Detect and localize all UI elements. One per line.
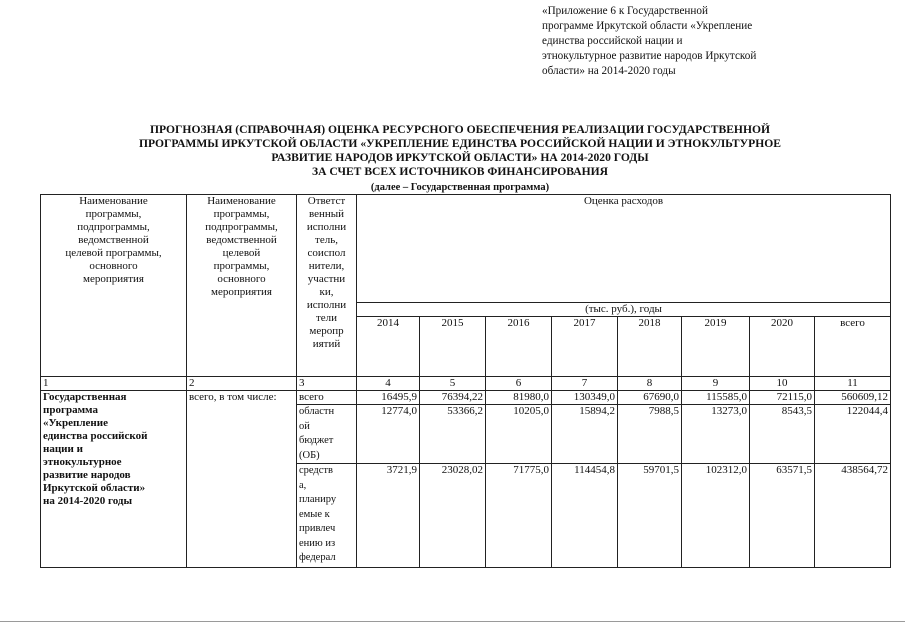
cell-line: ой [299, 420, 310, 432]
column-number: 9 [682, 377, 750, 391]
title-line: РАЗВИТИЕ НАРОДОВ ИРКУТСКОЙ ОБЛАСТИ» НА 2014-2020 ГОДЫ [271, 151, 649, 164]
value-cell: 7988,5 [618, 405, 682, 464]
value-cell: 560609,12 [815, 391, 891, 405]
cell-line: основного [217, 273, 266, 285]
cell-line: программы, [213, 208, 270, 220]
column-number: 10 [750, 377, 815, 391]
header-responsible [297, 195, 357, 377]
column-number: 7 [552, 377, 618, 391]
title-line: ПРОГРАММЫ ИРКУТСКОЙ ОБЛАСТИ «УКРЕПЛЕНИЕ ЕДИНСТВА РОССИЙСКОЙ НАЦИИ И ЭТНОКУЛЬТУРНОЕ [138, 137, 781, 150]
column-number: 2 [187, 377, 297, 391]
cell-line: планиру [299, 494, 337, 505]
value-cell: 130349,0 [552, 391, 618, 405]
cell-line: тели [315, 312, 338, 324]
appendix-line: области» на 2014-2020 годы [542, 65, 676, 77]
cell-line: мероприятия [83, 273, 144, 285]
source-label [297, 464, 357, 568]
cell-line: (ОБ) [299, 449, 320, 461]
cell-line: на 2014-2020 годы [43, 495, 133, 507]
value-cell: 76394,22 [420, 391, 486, 405]
value-cell: 3721,9 [357, 464, 420, 568]
cell-line: исполни [306, 299, 347, 311]
cell-line: соиспол [307, 247, 346, 259]
value-cell: 81980,0 [486, 391, 552, 405]
value-cell: 13273,0 [682, 405, 750, 464]
cell-line: всего [299, 391, 324, 403]
cell-line: программы, [85, 208, 142, 220]
program-name [41, 391, 187, 568]
cell-line: целевой [222, 247, 261, 259]
column-number: 6 [486, 377, 552, 391]
cell-line: средств [299, 465, 333, 476]
appendix-line: «Приложение 6 к Государственной [542, 5, 708, 17]
document-title [60, 123, 860, 179]
value-cell: 67690,0 [618, 391, 682, 405]
year-header: 2019 [682, 317, 750, 377]
title-line: ЗА СЧЕТ ВСЕХ ИСТОЧНИКОВ ФИНАНСИРОВАНИЯ [311, 165, 609, 178]
value-cell: 59701,5 [618, 464, 682, 568]
header-estimate: Оценка расходов [357, 195, 891, 303]
header-program-name [41, 195, 187, 377]
cell-line: целевой программы, [65, 247, 162, 259]
value-cell: 8543,5 [750, 405, 815, 464]
value-cell: 438564,72 [815, 464, 891, 568]
value-cell: 71775,0 [486, 464, 552, 568]
cell-line: Наименование [207, 195, 276, 207]
value-cell: 16495,9 [357, 391, 420, 405]
cell-line: ведомственной [206, 234, 277, 246]
cell-line: единства российской [43, 430, 148, 442]
cell-line: подпрограммы, [77, 221, 150, 233]
column-number: 1 [41, 377, 187, 391]
year-header: 2017 [552, 317, 618, 377]
cell-line: федерал [299, 552, 336, 563]
cell-line: бюджет [299, 435, 334, 446]
cell-line: программы, [213, 260, 270, 272]
column-numbers-row [41, 377, 891, 391]
cell-line: мероприятия [211, 286, 272, 298]
cell-line: венный [308, 208, 345, 220]
value-cell: 53366,2 [420, 405, 486, 464]
cell-line: подпрограммы, [205, 221, 278, 233]
header-unit: (тыс. руб.), годы [357, 303, 891, 317]
column-number: 8 [618, 377, 682, 391]
cell-line: «Укрепление [43, 417, 108, 429]
value-cell: 102312,0 [682, 464, 750, 568]
column-number: 5 [420, 377, 486, 391]
cell-line: Наименование [79, 195, 148, 207]
value-cell: 115585,0 [682, 391, 750, 405]
cell-line: Иркутской области» [43, 482, 146, 494]
document-subtitle: (далее – Государственная программа) [370, 182, 550, 193]
cell-line: основного [89, 260, 138, 272]
value-cell: 63571,5 [750, 464, 815, 568]
cell-line: меропр [309, 325, 344, 337]
source-label [297, 405, 357, 464]
cell-line: иятий [312, 338, 341, 350]
cell-line: ведомственной [78, 234, 149, 246]
appendix-line: программе Иркутской области «Укрепление [542, 20, 753, 32]
year-header: 2014 [357, 317, 420, 377]
column-number: 4 [357, 377, 420, 391]
cell-line: этнокультурное [43, 456, 122, 468]
value-cell: 122044,4 [815, 405, 891, 464]
value-cell: 12774,0 [357, 405, 420, 464]
cell-line: ению из [299, 537, 336, 549]
appendix-line: этнокультурное развитие народов Иркутской [542, 50, 757, 62]
value-cell: 72115,0 [750, 391, 815, 405]
cell-line: ки, [319, 286, 334, 298]
cell-line: тель, [315, 234, 338, 246]
appendix-line: единства российской нации и [542, 35, 683, 47]
cell-line: привлеч [299, 523, 336, 534]
cell-line: областн [299, 406, 335, 417]
cell-line: емые к [299, 508, 330, 520]
year-header: 2018 [618, 317, 682, 377]
cell-line: Государственная [43, 391, 127, 403]
cell-line: развитие народов [43, 469, 131, 481]
value-cell: 10205,0 [486, 405, 552, 464]
source-label [297, 391, 357, 405]
financing-table [40, 194, 891, 568]
value-cell: 23028,02 [420, 464, 486, 568]
cell-line: Ответст [307, 195, 346, 207]
column-number: 3 [297, 377, 357, 391]
value-cell: 15894,2 [552, 405, 618, 464]
year-header: 2020 [750, 317, 815, 377]
appendix-note [542, 4, 797, 79]
year-header-total: всего [815, 317, 891, 377]
column-number: 11 [815, 377, 891, 391]
cell-line: участни [307, 273, 346, 285]
cell-line: нации и [43, 443, 83, 455]
scan-bottom-edge [0, 621, 905, 622]
year-header: 2015 [420, 317, 486, 377]
table-row [41, 391, 891, 405]
cell-line: нители, [308, 260, 345, 272]
cell-line: программа [43, 404, 98, 416]
header-subprogram-name [187, 195, 297, 377]
cell-line: а, [299, 479, 307, 491]
value-cell: 114454,8 [552, 464, 618, 568]
title-line: ПРОГНОЗНАЯ (СПРАВОЧНАЯ) ОЦЕНКА РЕСУРСНОГО ОБЕСПЕЧЕНИЯ РЕАЛИЗАЦИИ ГОСУДАРСТВЕННОЙ [150, 123, 770, 136]
cell-line: исполни [306, 221, 347, 233]
program-sub-label: всего, в том числе: [187, 391, 297, 568]
year-header: 2016 [486, 317, 552, 377]
